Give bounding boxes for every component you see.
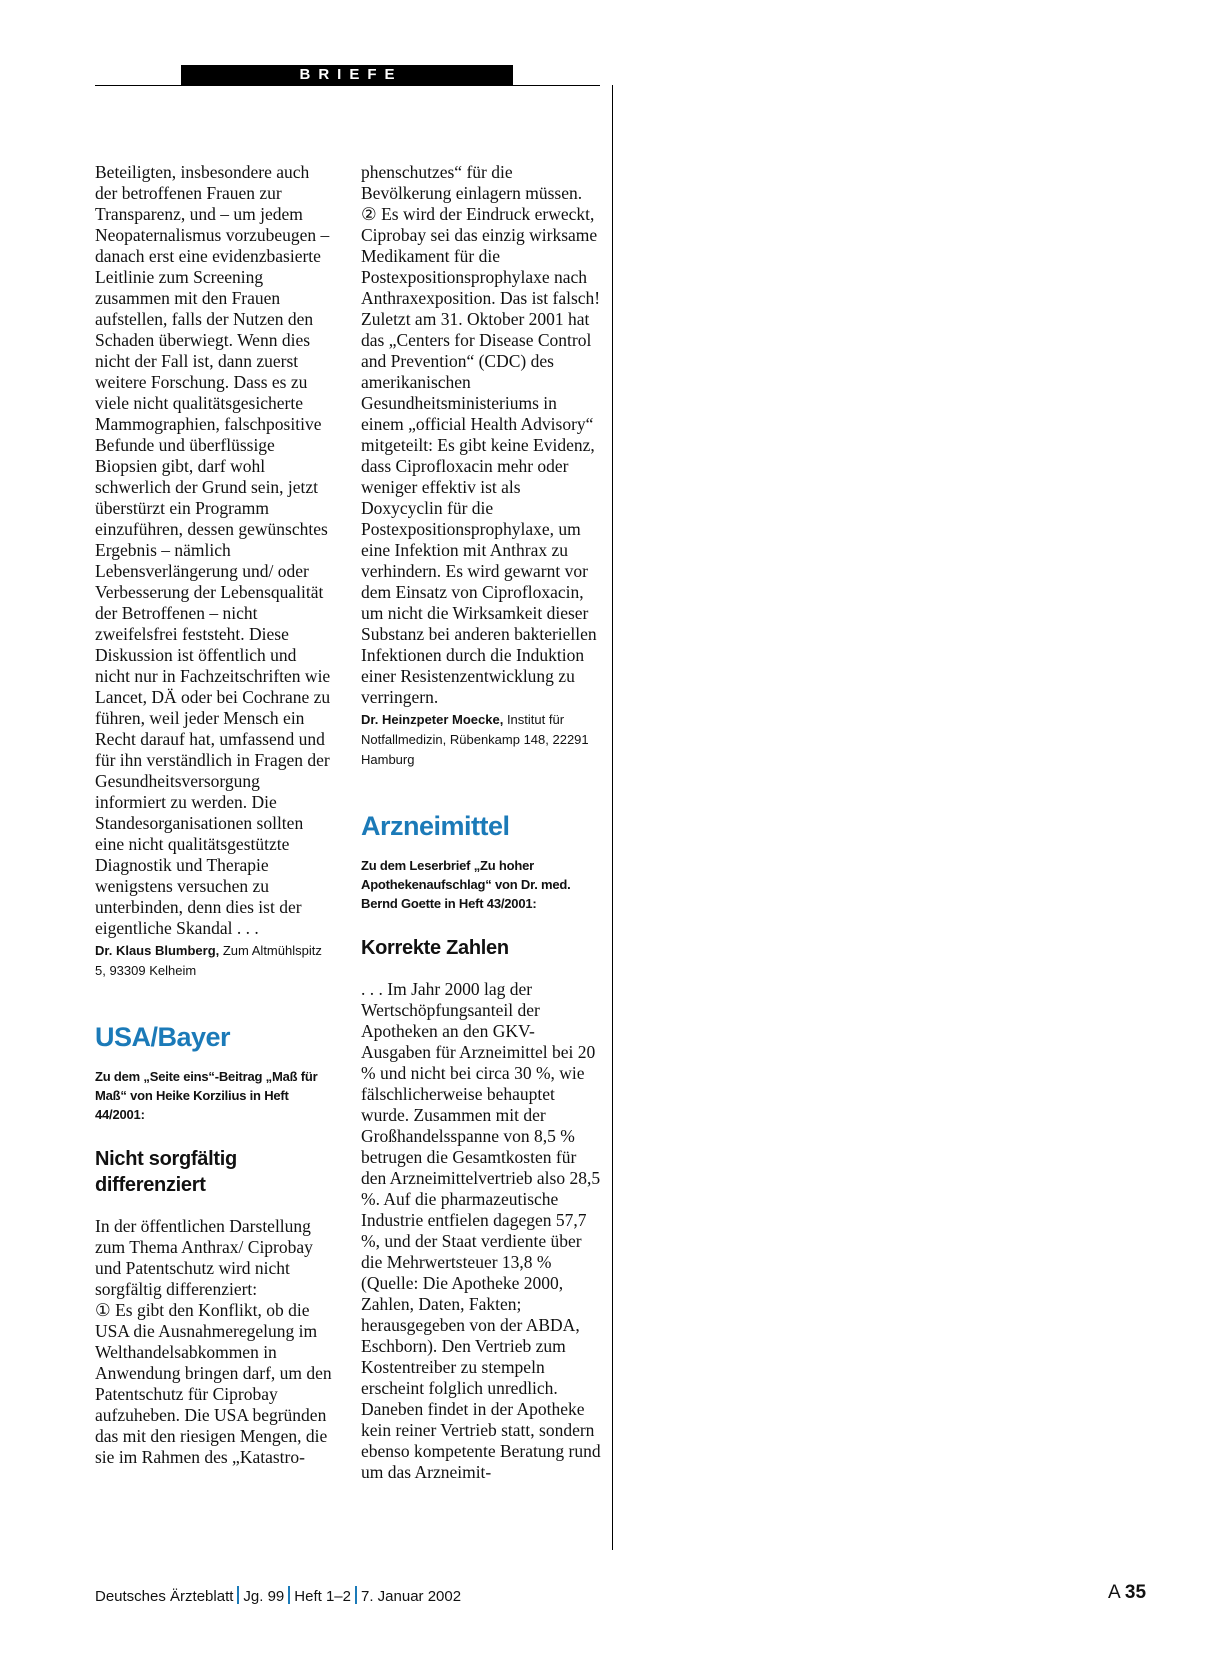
page-number	[1108, 1582, 1146, 1604]
section-title-usa-bayer: USA/Bayer	[95, 1022, 231, 1052]
signature-address: Institut für Notfallmedizin, Rübenkamp 148, 22291 Hamburg	[361, 712, 589, 767]
letter-signature	[95, 941, 335, 981]
column-rule	[612, 85, 613, 1550]
journal-name: Deutsches Ärzteblatt	[95, 1588, 234, 1605]
footer-separator	[355, 1586, 357, 1604]
letter-body: . . . Im Jahr 2000 lag der Wertschöpfungsanteil der Apotheken an den GKV-Ausgaben für Arzneimittel bei 20 % und nicht bei circa 30 %, wie fälschlicherweise behauptet wurde. Zusammen mit der Großhandelsspanne von 8,5 % betrugen die Gesamtkosten für den Arzneimittelvertrieb also 28,5 %. Auf die pharmazeutische Industrie entfielen dagegen 57,7 %, und der Staat verdiente über die Mehrwertsteuer 13,8 % (Quelle: Die Apotheke 2000, Zahlen, Daten, Fakten; herausgegeben von der ABDA, Eschborn). Den Vertrieb zum Kostentreiber zu stempeln erscheint folglich unredlich. Daneben findet in der Apotheke kein reiner Vertrieb statt, sondern ebenso kompetente Beratung rund um das Arzneimit-	[361, 979, 601, 1482]
footer-separator	[237, 1586, 239, 1604]
letter-signature	[361, 710, 601, 770]
footer-separator	[288, 1586, 290, 1604]
letter-continued-text: phenschutzes“ für die Bevölkerung einlagern müssen. ② Es wird der Eindruck erweckt, Ciprobay sei das einzig wirksame Medikament für die Postexpositionsprophylaxe nach Anthraxexposition. Das ist falsch! Zuletzt am 31. Oktober 2001 hat das „Centers for Disease Control and Prevention“ (CDC) des amerikanischen Gesundheitsministeriums in einem „official Health Advisory“ mitgeteilt: Es gibt keine Evidenz, dass Ciprofloxacin mehr oder weniger effektiv ist als Doxycyclin für die Postexpositionsprophylaxe, um eine Infektion mit Anthrax zu verhindern. Es wird gewarnt vor dem Einsatz von Ciprofloxacin, um nicht die Wirksamkeit dieser Substanz bei anderen bakteriellen Infektionen durch die Induktion einer Resistenzentwicklung zu verringern.	[361, 162, 601, 707]
volume: Jg. 99	[243, 1588, 285, 1605]
page-prefix: A	[1108, 1582, 1120, 1603]
header-rule	[95, 85, 600, 86]
letter-headline: Nicht sorgfältig differenziert	[95, 1148, 237, 1196]
signature-name: Dr. Heinzpeter Moecke,	[361, 712, 504, 727]
right-column	[361, 162, 601, 1483]
letter-reference: Zu dem Leserbrief „Zu hoher Apothekenaufschlag“ von Dr. med. Bernd Goette in Heft 43/2001:	[361, 858, 571, 911]
letter-continued-text: Beteiligten, insbesondere auch der betroffenen Frauen zur Transparenz, und – um jedem Neopaternalismus vorzubeugen – danach erst eine evidenzbasierte Leitlinie zum Screening zusammen mit den Frauen aufstellen, falls der Nutzen den Schaden überwiegt. Wenn dies nicht der Fall ist, dann zuerst weitere Forschung. Dass es zu viele nicht qualitätsgesicherte Mammographien, falschpositive Befunde und überflüssige Biopsien gibt, darf wohl schwerlich der Grund sein, jetzt überstürzt ein Programm einzuführen, dessen gewünschtes Ergebnis – nämlich Lebensverlängerung und/ oder Verbesserung der Lebensqualität der Betroffenen – nicht zweifelsfrei feststeht. Diese Diskussion ist öffentlich und nicht nur in Fachzeitschriften wie Lancet, DÄ oder bei Cochrane zu führen, weil jeder Mensch ein Recht darauf hat, umfassend und für ihn verständlich in Fragen der Gesundheitsversorgung informiert zu werden. Die Standesorganisationen sollten eine nicht qualitätsgestützte Diagnostik und Therapie wenigstens versuchen zu unterbinden, denn dies ist der eigentliche Skandal . . .	[95, 162, 331, 938]
issue-date: 7. Januar 2002	[361, 1588, 462, 1605]
section-title-arzneimittel: Arzneimittel	[361, 811, 510, 841]
letter-body: In der öffentlichen Darstellung zum Thema Anthrax/ Ciprobay und Patentschutz wird nicht sorgfältig differenziert: ① Es gibt den Konflikt, ob die USA die Ausnahmeregelung im Welthandelsabkommen in Anwendung bringen darf, um den Patentschutz für Ciprobay aufzuheben. Die USA begründen das mit den riesigen Mengen, die sie im Rahmen des „Katastro-	[95, 1216, 332, 1467]
signature-address: Zum Altmühlspitz 5, 93309 Kelheim	[95, 943, 322, 978]
signature-name: Dr. Klaus Blumberg,	[95, 943, 220, 958]
issue: Heft 1–2	[294, 1588, 351, 1605]
page-footer	[95, 1586, 461, 1605]
section-label: BRIEFE	[181, 65, 513, 85]
left-column	[95, 162, 335, 1468]
letter-headline: Korrekte Zahlen	[361, 937, 509, 959]
page-number-value: 35	[1124, 1582, 1147, 1603]
letter-reference: Zu dem „Seite eins“-Beitrag „Maß für Maß“ von Heike Korzilius in Heft 44/2001:	[95, 1069, 318, 1122]
